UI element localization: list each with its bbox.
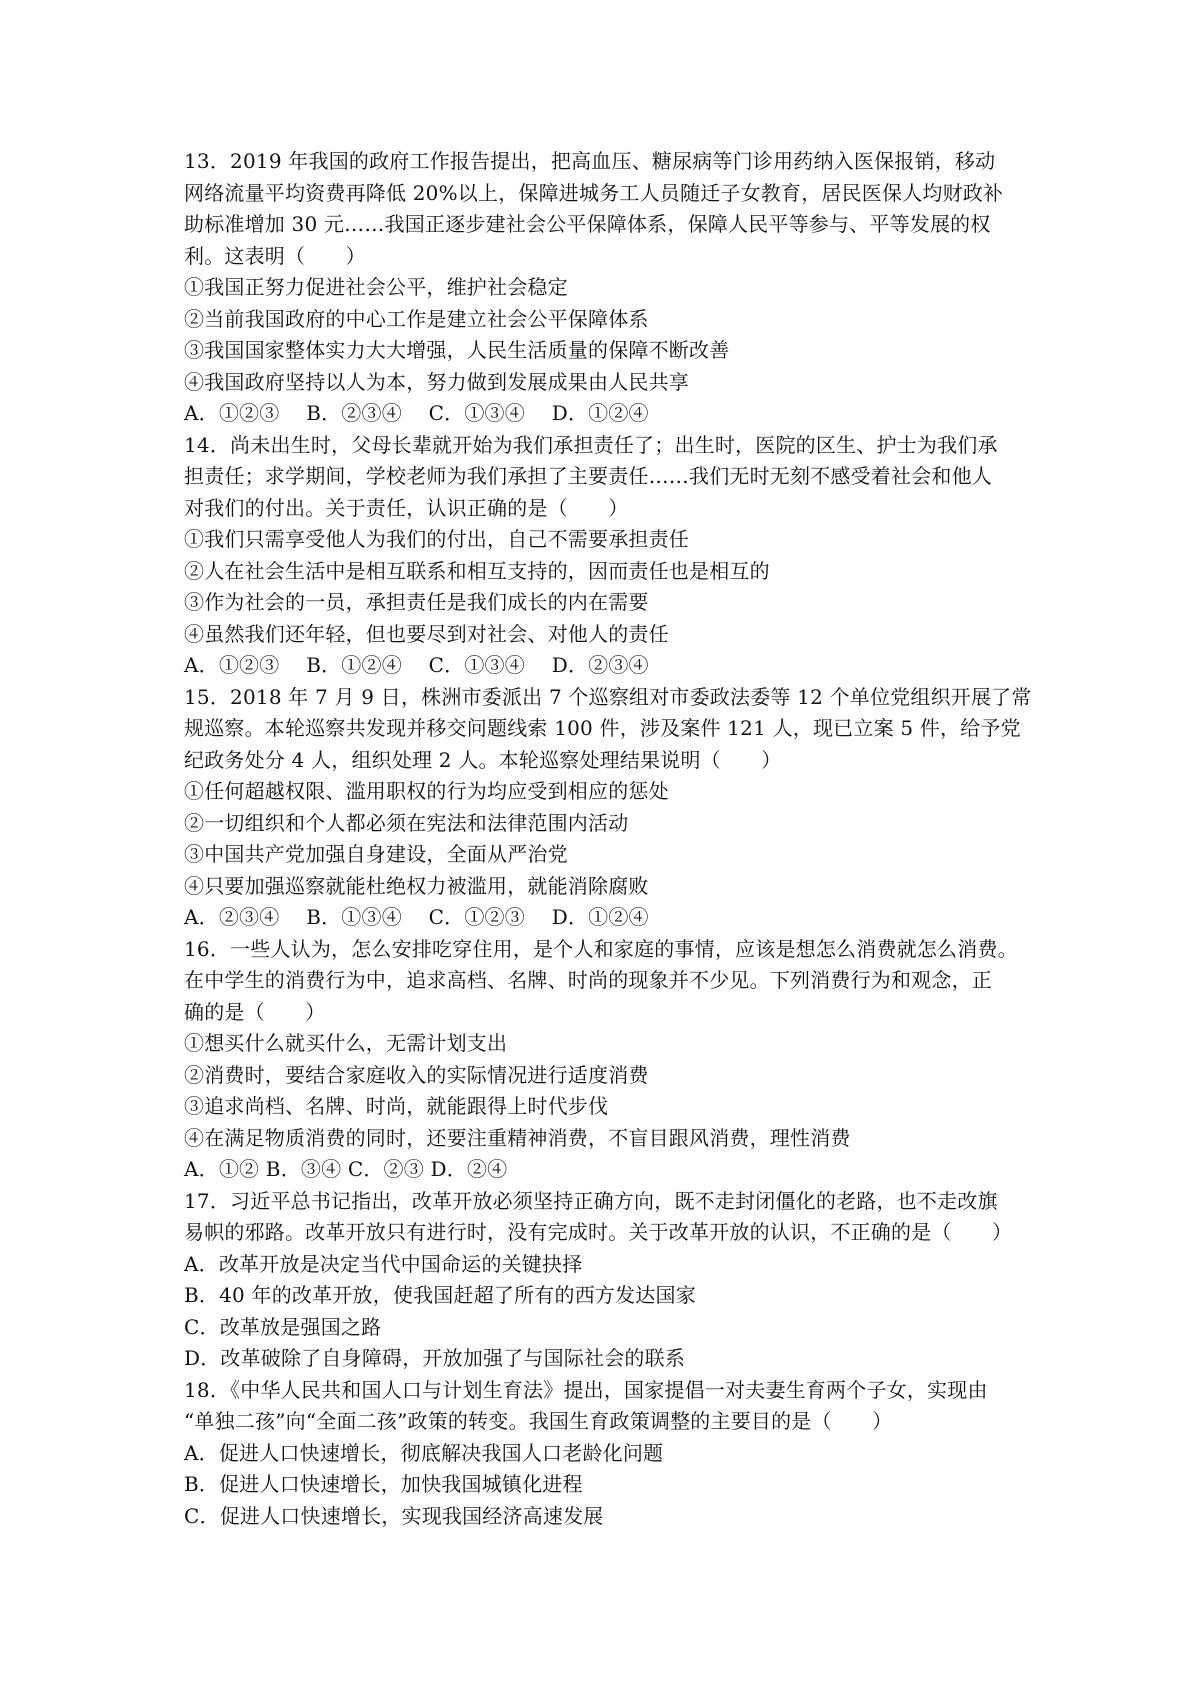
option-list bbox=[184, 776, 1034, 934]
question-stem bbox=[184, 1375, 1034, 1438]
option-line: ④只要加强巡察就能杜绝权力被滥用，就能消除腐败 bbox=[184, 873, 649, 898]
option-line: A．①② B．③④ C．②③ D．②④ bbox=[184, 1157, 508, 1181]
question-stem-line: 规巡察。本轮巡察共发现并移交问题线索 100 件，涉及案件 121 人，现已立案 5 件，给予党 bbox=[184, 716, 1021, 740]
option-line: C．改革放是强国之路 bbox=[184, 1314, 382, 1339]
option-line: ③我国国家整体实力大大增强，人民生活质量的保障不断改善 bbox=[184, 338, 730, 362]
option-line: A．①②③ B．①②④ C．①③④ D．②③④ bbox=[184, 653, 649, 677]
question-15 bbox=[184, 682, 1034, 934]
question-stem-line: 纪政务处分 4 人，组织处理 2 人。本轮巡察处理结果说明（ ） bbox=[184, 747, 782, 772]
option-line: ③作为社会的一员，承担责任是我们成长的内在需要 bbox=[184, 590, 649, 614]
option-line: ③追求尚档、名牌、时尚，就能跟得上时代步伐 bbox=[184, 1094, 609, 1118]
question-stem-line: 担责任；求学期间，学校老师为我们承担了主要责任……我们无时无刻不感受着社会和他人 bbox=[184, 464, 992, 488]
option-line: ②消费时，要结合家庭收入的实际情况进行适度消费 bbox=[184, 1062, 649, 1087]
question-list bbox=[184, 146, 1034, 1532]
question-stem bbox=[184, 1186, 1034, 1249]
option-line: A．①②③ B．②③④ C．①③④ D．①②④ bbox=[184, 401, 649, 425]
question-stem-line: 网络流量平均资费再降低 20%以上，保障进城务工人员随迁子女教育，居民医保人均财政补 bbox=[184, 180, 1004, 205]
question-stem-line: 18．《中华人民共和国人口与计划生育法》提出，国家提倡一对夫妻生育两个子女，实现由 bbox=[184, 1377, 988, 1402]
question-18 bbox=[184, 1375, 1034, 1533]
question-stem-line: “单独二孩”向“全面二孩”政策的转变。我国生育政策调整的主要目的是（ ） bbox=[184, 1409, 893, 1433]
option-line: ①我们只需享受他人为我们的付出，自己不需要承担责任 bbox=[184, 527, 689, 551]
option-line: B．促进人口快速增长，加快我国城镇化进程 bbox=[184, 1472, 583, 1496]
question-17 bbox=[184, 1186, 1034, 1375]
question-stem-line: 在中学生的消费行为中，追求高档、名牌、时尚的现象并不少见。下列消费行为和观念，正 bbox=[184, 968, 992, 992]
question-stem bbox=[184, 146, 1034, 272]
option-line: ①任何超越权限、滥用职权的行为均应受到相应的惩处 bbox=[184, 779, 669, 803]
option-line: C．促进人口快速增长，实现我国经济高速发展 bbox=[184, 1503, 604, 1528]
question-stem-line: 13．2019 年我国的政府工作报告提出，把高血压、糖尿病等门诊用药纳入医保报销，移动 bbox=[184, 149, 996, 173]
question-stem-line: 15．2018 年 7 月 9 日，株洲市委派出 7 个巡察组对市委政法委等 12 个单位党组织开展了常 bbox=[184, 684, 1032, 709]
option-line: ④在满足物质消费的同时，还要注重精神消费，不盲目跟风消费，理性消费 bbox=[184, 1125, 851, 1150]
option-line: B．40 年的改革开放，使我国赶超了所有的西方发达国家 bbox=[184, 1283, 696, 1307]
option-list bbox=[184, 524, 1034, 682]
option-line: A．改革开放是决定当代中国命运的关键抉择 bbox=[184, 1251, 583, 1276]
option-line: ④虽然我们还年轻，但也要尽到对社会、对他人的责任 bbox=[184, 621, 669, 646]
option-line: ①我国正努力促进社会公平，维护社会稳定 bbox=[184, 275, 568, 299]
option-line: ②人在社会生活中是相互联系和相互支持的，因而责任也是相互的 bbox=[184, 558, 770, 583]
question-stem bbox=[184, 934, 1034, 1029]
option-line: ③中国共产党加强自身建设，全面从严治党 bbox=[184, 842, 568, 866]
option-list bbox=[184, 1438, 1034, 1533]
option-line: A．促进人口快速增长，彻底解决我国人口老龄化问题 bbox=[184, 1440, 664, 1465]
option-line: ②当前我国政府的中心工作是建立社会公平保障体系 bbox=[184, 306, 649, 331]
question-13 bbox=[184, 146, 1034, 430]
option-line: A．②③④ B．①③④ C．①②③ D．①②④ bbox=[184, 905, 649, 929]
question-stem-line: 14．尚未出生时，父母长辈就开始为我们承担责任了；出生时，医院的区生、护士为我们承 bbox=[184, 432, 998, 457]
question-stem bbox=[184, 430, 1034, 525]
question-16 bbox=[184, 934, 1034, 1186]
question-stem-line: 对我们的付出。关于责任，认识正确的是（ ） bbox=[184, 495, 629, 520]
option-list bbox=[184, 1028, 1034, 1186]
option-line: D．改革破除了自身障碍，开放加强了与国际社会的联系 bbox=[184, 1346, 686, 1370]
question-stem-line: 易帜的邪路。改革开放只有进行时，没有完成时。关于改革开放的认识，不正确的是（ ） bbox=[184, 1220, 1013, 1244]
question-stem-line: 利。这表明（ ） bbox=[184, 243, 366, 268]
question-stem-line: 17．习近平总书记指出，改革开放必须坚持正确方向，既不走封闭僵化的老路，也不走改旗 bbox=[184, 1188, 998, 1213]
option-line: ④我国政府坚持以人为本，努力做到发展成果由人民共享 bbox=[184, 369, 689, 394]
option-list bbox=[184, 272, 1034, 430]
option-line: ②一切组织和个人都必须在宪法和法律范围内活动 bbox=[184, 810, 629, 835]
option-line: ①想买什么就买什么，无需计划支出 bbox=[184, 1031, 508, 1055]
question-stem-line: 确的是（ ） bbox=[184, 999, 326, 1024]
option-list bbox=[184, 1249, 1034, 1375]
question-stem bbox=[184, 682, 1034, 777]
question-14 bbox=[184, 430, 1034, 682]
question-stem-line: 助标准增加 30 元……我国正逐步建社会公平保障体系，保障人民平等参与、平等发展的权 bbox=[184, 212, 991, 236]
question-stem-line: 16．一些人认为，怎么安排吃穿住用，是个人和家庭的事情，应该是想怎么消费就怎么消费。 bbox=[184, 936, 1018, 961]
